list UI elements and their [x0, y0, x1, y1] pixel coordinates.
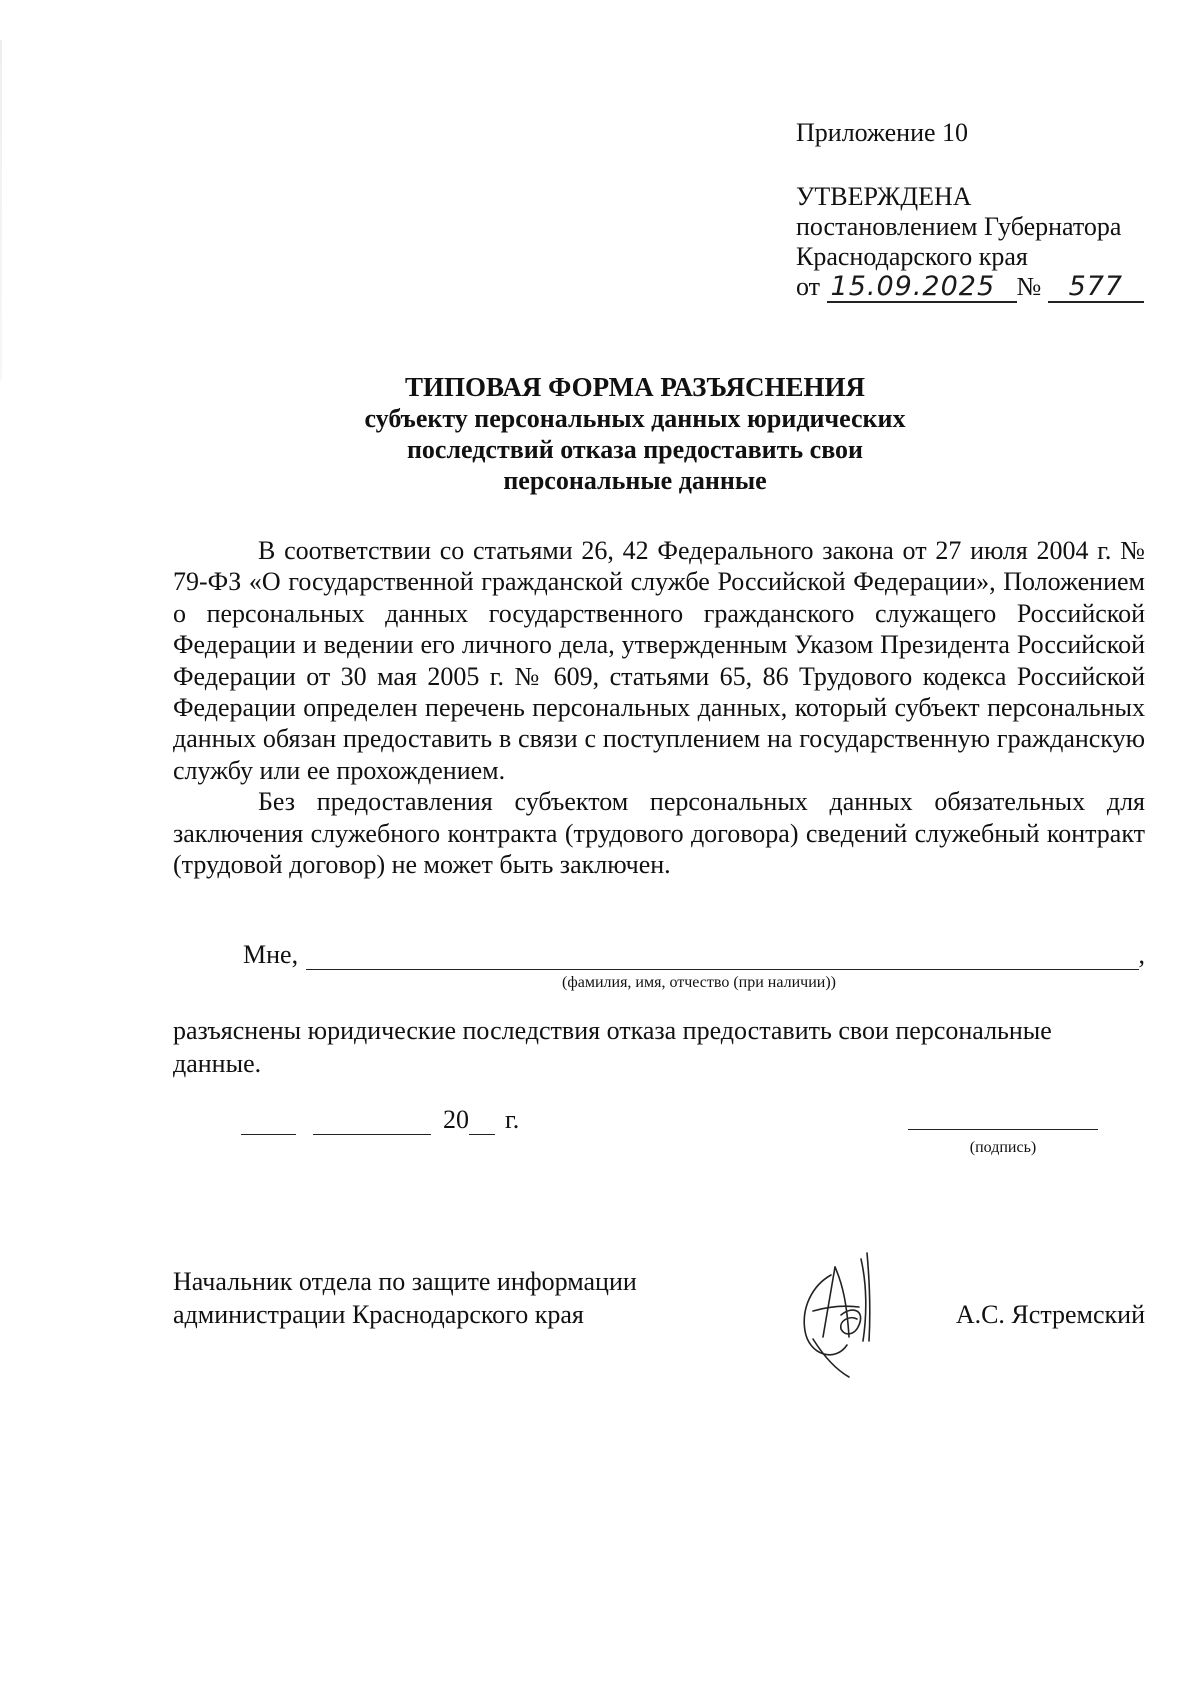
document-title — [170, 372, 1100, 496]
signature-caption: (подпись) — [969, 1139, 1037, 1156]
document-body — [173, 535, 1145, 880]
fio-caption: (фамилия, имя, отчество (при наличии)) — [562, 974, 836, 991]
fio-label: Мне, — [243, 940, 299, 969]
scan-edge-artifact — [0, 40, 2, 380]
fio-row — [173, 940, 1145, 970]
approved-label: УТВЕРЖДЕНА — [796, 182, 972, 211]
year-prefix: 20 — [443, 1105, 469, 1134]
approval-line-1: постановлением Губернатора — [796, 212, 1122, 241]
body-paragraph-2: Без предоставления субъектом персональных данных обязательных для заключения служебного контракта (трудового договора) сведений служебный контракт (трудовой договор) не может быть заключен. — [173, 787, 1145, 880]
month-blank-line — [313, 1110, 431, 1135]
year-blank-line — [469, 1110, 495, 1135]
body-paragraph-1: В соответствии со статьями 26, 42 Федерального закона от 27 июля 2004 г. № 79-ФЗ «О государственной гражданской службе Российской Федерации», Положением о персональных данных государственного гражданского служащего Российской Федерации и ведении его личного дела, утвержденным Указом Президента Российской Федерации от 30 мая 2005 г. № 609, статьями 65, 86 Трудового кодекса Российской Федерации определен перечень персональных данных, который субъект персональных данных обязан предоставить в связи с поступлением на государственную гражданскую службу или ее прохождением. — [173, 536, 1145, 785]
handwritten-signature-icon — [783, 1245, 893, 1385]
signer-post-line-2: администрации Краснодарского края — [173, 1300, 584, 1329]
fio-section — [173, 940, 1145, 1080]
day-blank-line — [241, 1110, 296, 1135]
approval-line-2: Краснодарского края — [796, 242, 1028, 271]
signer-name: А.С. Ястремский — [955, 1300, 1145, 1329]
number-prefix: № — [1016, 272, 1042, 301]
title-main: ТИПОВАЯ ФОРМА РАЗЪЯСНЕНИЯ — [405, 372, 865, 402]
handwritten-date: 15.09.2025 — [827, 273, 1017, 303]
date-prefix: от — [796, 272, 821, 301]
annex-label: Приложение 10 — [796, 118, 969, 147]
title-line-2: субъекту персональных данных юридических — [364, 404, 906, 433]
title-line-4: персональные данные — [503, 466, 767, 495]
approval-date-line — [796, 272, 1144, 303]
title-line-3: последствий отказа предоставить свои — [406, 435, 864, 464]
signer-post-line-1: Начальник отдела по защите информации — [173, 1267, 637, 1296]
date-blank — [241, 1105, 519, 1135]
year-suffix: г. — [505, 1105, 520, 1134]
signer-post — [173, 1265, 637, 1331]
approval-stamp-block — [796, 118, 1144, 303]
explained-text: разъяснены юридические последствия отказа предоставить свои персональные данные. — [173, 1016, 1052, 1078]
handwritten-number: 577 — [1048, 273, 1144, 303]
fio-trailing-comma: , — [1138, 940, 1145, 969]
fio-blank-line — [306, 945, 1138, 970]
signature-blank-line — [908, 1129, 1098, 1130]
